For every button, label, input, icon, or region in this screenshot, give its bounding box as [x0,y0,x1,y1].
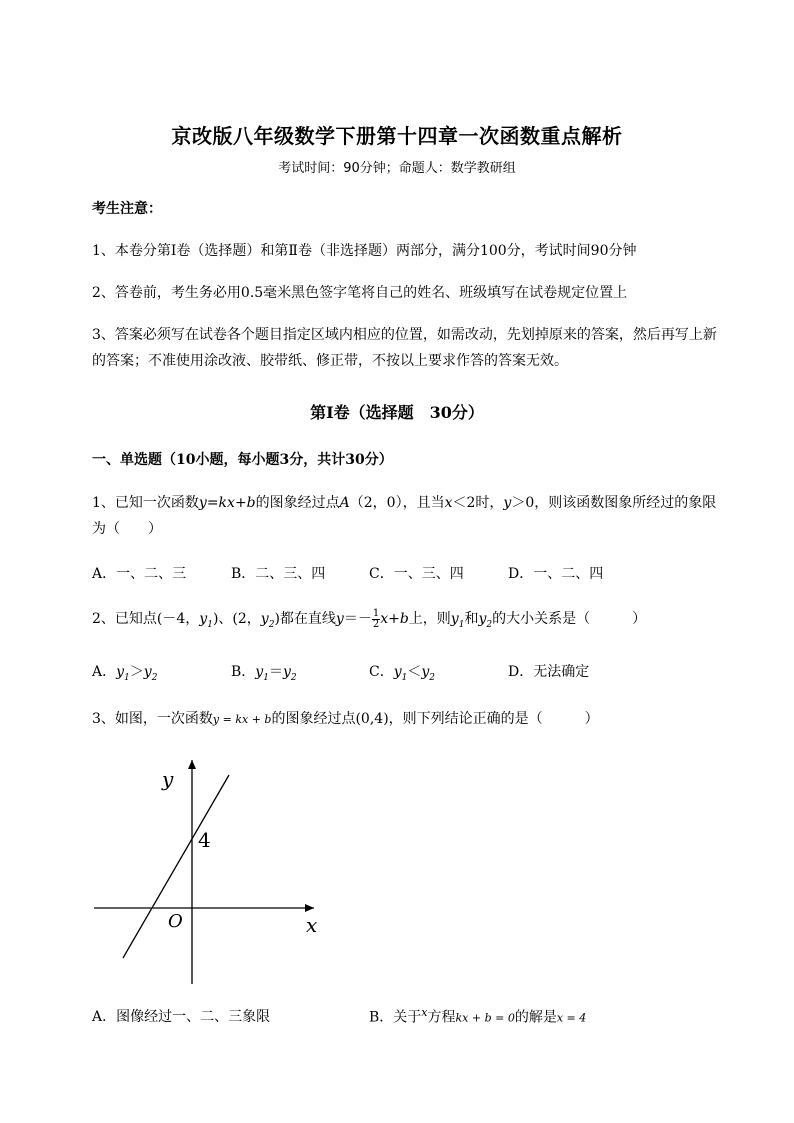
q3-option-b[interactable] [369,1006,586,1027]
origin-label: O [168,911,183,932]
q2-a-label: A． [92,664,117,680]
q3-option-a[interactable]: A．图像经过一、二、三象限 [92,1009,271,1025]
q2-y1-ref: y [450,611,459,627]
q2-c-y2: y [421,664,430,680]
q1-option-a[interactable]: A．一、二、三 [92,566,187,582]
q2-text-e: 和 [464,611,479,627]
q2-text-b: )、(2， [212,611,261,627]
q3-text-a: 3、如图，一次函数 [92,711,213,727]
q3-b-text2: 方程 [427,1009,456,1026]
q2-eq: ＝－ [343,611,372,627]
q2-b-y1-sub: 1 [263,672,269,683]
q2-fraction [372,609,380,630]
exam-subtitle: 考试时间：90分钟；命题人：数学教研组 [278,161,516,176]
y-intercept-label: 4 [198,828,211,852]
question-3 [92,706,599,733]
q1-text-c: （2，0），且当 [349,495,445,511]
q2-b-rel: ＝ [268,664,283,680]
q2-b-y2-sub: 2 [290,672,297,683]
q2-a-y1-sub: 1 [124,672,130,683]
q1-math-b: A [339,495,350,511]
q2-y2-ref: y [478,611,487,627]
q2-a-y2: y [143,664,152,680]
q2-line-rhs: x+b [380,611,409,627]
q2-c-label: C． [369,664,394,680]
q2-a-y2-sub: 2 [151,672,158,683]
q1-text-e: ＞0，则该函数图象所经过的象限 [511,495,717,511]
notice-item-3: 3、答案必须写在试卷各个题目指定区域内相应的位置，如需改动，先划掉原来的答案，然后再写上新 [92,327,717,343]
q2-option-b[interactable] [231,661,297,683]
q2-option-d[interactable]: D．无法确定 [508,664,590,680]
q1-option-c[interactable]: C．一、三、四 [369,566,464,582]
q2-y2-ref-sub: 2 [486,619,493,630]
q2-frac-den: 2 [372,618,380,630]
q2-option-a[interactable] [92,661,157,683]
q2-b-y2: y [282,664,291,680]
q2-y1: y [199,611,208,627]
y-axis-label: y [162,767,174,791]
q2-text-c: )都在直线 [274,611,336,627]
q2-y2: y [260,611,269,627]
q2-c-rel: ＜ [407,664,422,680]
q1-text-b: 的图象经过点 [255,495,340,511]
notice-item-2: 2、答卷前，考生务必用0.5毫米黑色签字笔将自己的姓名、班级填写在试卷规定位置上 [92,285,628,301]
q1-math-c: x [444,495,453,511]
q1-option-d[interactable]: D．一、二、四 [508,566,604,582]
q3-function-graph [88,752,328,992]
q2-text-d: 上，则 [408,611,451,627]
q2-b-label: B． [231,664,256,680]
q2-frac-num: 1 [372,607,380,619]
q3-b-sol: x = 4 [556,1011,587,1025]
q2-text-a: 2、已知点(－4， [92,611,200,627]
question-2 [92,606,646,638]
question-1-line2: 为（ ） [92,521,162,537]
q3-b-text3: 的解是 [514,1009,557,1026]
x-axis-label: x [306,913,318,937]
q1-text-d: ＜2时， [452,495,504,511]
q2-b-y1: y [255,664,264,680]
page-title: 京改版八年级数学下册第十四章一次函数重点解析 [171,124,623,148]
question-1 [92,490,716,516]
q2-c-y1-sub: 1 [401,672,408,683]
q1-option-b[interactable]: B．二、三、四 [231,566,326,582]
q1-text-a: 1、已知一次函数 [92,495,199,511]
q3-math-a: y = kx + b [212,713,272,726]
section-heading: 第Ⅰ卷（选择题 30分） [310,403,484,422]
q2-c-y1: y [393,664,402,680]
notice-item-1: 1、本卷分第Ⅰ卷（选择题）和第Ⅱ卷（非选择题）两部分，满分100分，考试时间90分钟 [92,243,637,259]
q2-y1-sub: 1 [207,619,213,630]
q2-a-y1: y [116,664,125,680]
q1-math-d: y [503,495,512,511]
q3-b-var: x [421,1006,428,1019]
q2-y2-sub: 2 [268,619,275,630]
q3-b-eq: kx + b = 0 [455,1011,515,1025]
q2-line-lhs: y [335,611,344,627]
q2-y1-ref-sub: 1 [458,619,465,630]
q1-math-a: y=kx+b [198,495,256,511]
notice-item-3-cont: 的答案；不准使用涂改液、胶带纸、修正带，不按以上要求作答的答案无效。 [92,353,568,369]
q2-text-f: 的大小关系是（ ） [492,611,647,627]
q2-a-rel: ＞ [129,664,144,680]
part-heading: 一、单选题（10小题，每小题3分，共计30分） [92,452,393,468]
q2-option-c[interactable] [369,661,435,683]
q2-c-y2-sub: 2 [429,672,436,683]
q3-b-text: B．关于 [369,1009,422,1026]
q3-text-b: 的图象经过点(0,4)，则下列结论正确的是（ ） [271,711,599,727]
notice-heading: 考生注意： [92,201,162,217]
